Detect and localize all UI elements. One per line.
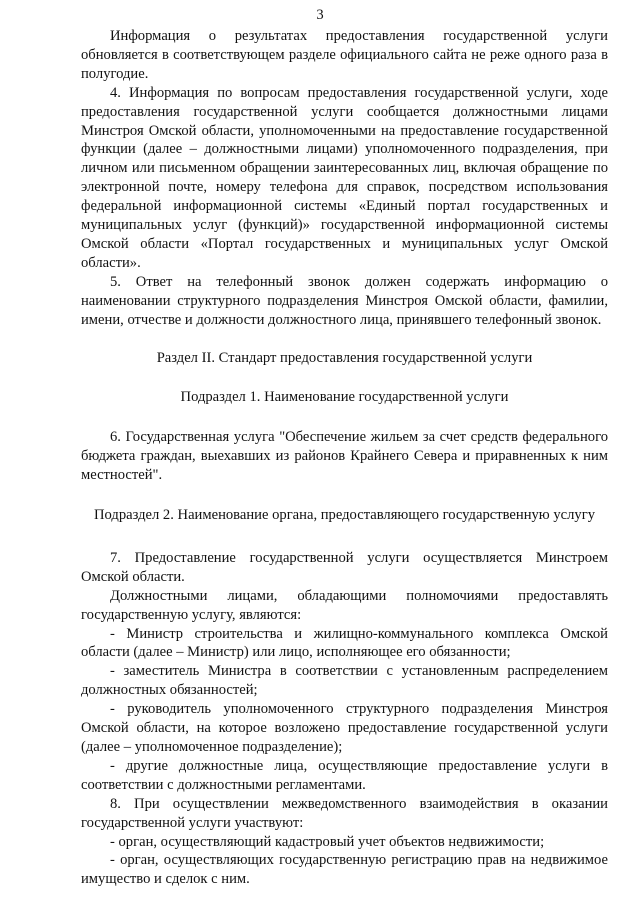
section-title: Раздел II. Стандарт предоставления государственной услуги — [156, 349, 533, 366]
list-item-cadastral-body: - орган, осуществляющий кадастровый учет объектов недвижимости; — [110, 833, 545, 850]
paragraph-8: 8. При осуществлении межведомственного взаимодействия в оказании государственной услуги участвуют: — [81, 795, 608, 831]
paragraph-info-update: Информация о результатах предоставления государственной услуги обновляется в соответствующем разделе официального сайта не реже одного раза в полугодие. — [81, 28, 608, 82]
list-item-head: - руководитель уполномоченного структурного подразделения Минстроя Омской области, на которое возложено предоставление государственной услуги (далее – уполномоченное подразделение); — [81, 701, 608, 755]
page-number: 3 — [316, 7, 324, 23]
subsection-1-title: Подраздел 1. Наименование государственной услуги — [180, 389, 509, 406]
list-item-deputy: - заместитель Министра в соответствии с установленным распределением должностных обязанностей; — [81, 663, 608, 699]
paragraph-5: 5. Ответ на телефонный звонок должен содержать информацию о наименовании структурного подразделения Минстроя Омской области, фамилии, имени, отчестве и должности должностного лица, принявшего телефонный звонок. — [81, 273, 608, 328]
list-item-other-officials: - другие должностные лица, осуществляющие предоставление услуги в соответствии с должностными регламентами. — [81, 757, 608, 793]
list-item-registration-body: - орган, осуществляющих государственную регистрацию прав на недвижимое имущество и сделок с ним. — [81, 852, 608, 888]
paragraph-6: 6. Государственная услуга "Обеспечение жильем за счет средств федерального бюджета граждан, выехавших из районов Крайнего Севера и приравненных к ним местностей". — [81, 429, 608, 484]
paragraph-4: 4. Информация по вопросам предоставления государственной услуги, ходе предоставления государственной услуги сообщается должностными лицами Минстроя Омской области, уполномоченными на предоставление государственной функции (далее – должностными лицами) уполномоченного подразделения, при личном или письменном обращении заинтересованных лиц, включая обращение по электронной почте, номеру телефона для справок, посредством использования федеральной информационной системы «Единый портал государственных и муниципальных услуг (функций)» государственной информационной системы Омской области «Портал государственных и муниципальных услуг Омской области». — [81, 84, 608, 271]
list-item-minister: - Министр строительства и жилищно-коммунального комплекса Омской области (далее – Министр) или лицо, исполняющее его обязанности; — [81, 625, 608, 661]
paragraph-officials: Должностными лицами, обладающими полномочиями предоставлять государственную услугу, являются: — [81, 587, 608, 623]
subsection-2-title: Подраздел 2. Наименование органа, предоставляющего государственную услугу — [93, 507, 595, 524]
document-body — [81, 27, 608, 889]
paragraph-7: 7. Предоставление государственной услуги осуществляется Минстроем Омской области. — [81, 549, 608, 585]
